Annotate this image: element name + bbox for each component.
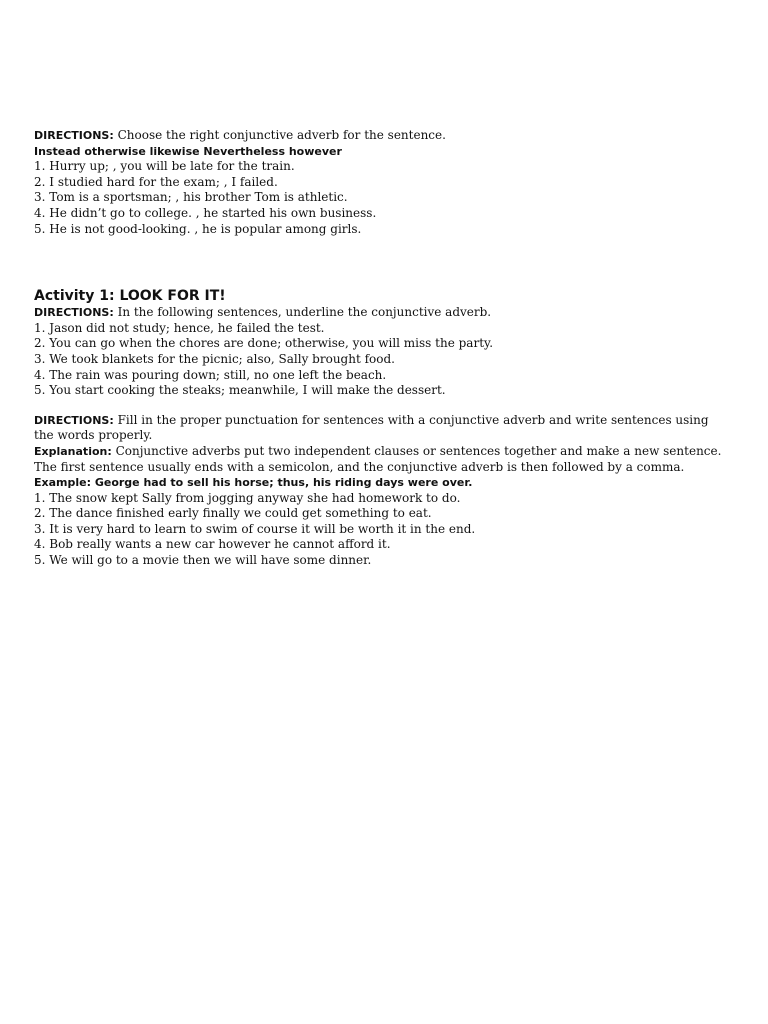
list-item: 2. I studied hard for the exam; , I failed. [34, 174, 278, 189]
list-item: 2. You can go when the chores are done; otherwise, you will miss the party. [34, 336, 494, 351]
section-punctuation [34, 413, 724, 569]
list-item: 4. The rain was pouring down; still, no one left the beach. [34, 367, 387, 382]
list-item: 5. You start cooking the steaks; meanwhile, I will make the dessert. [34, 383, 446, 398]
list-item: 5. We will go to a movie then we will have some dinner. [34, 553, 372, 568]
list-item: 3. It is very hard to learn to swim of course it will be worth it in the end. [34, 521, 476, 536]
list-item: 3. We took blankets for the picnic; also, Sally brought food. [34, 351, 395, 366]
list-item: 1. The snow kept Sally from jogging anyway she had homework to do. [34, 490, 461, 505]
directions-line [34, 305, 724, 321]
directions-label: DIRECTIONS: [34, 413, 114, 427]
list-item: 4. Bob really wants a new car however he cannot afford it. [34, 537, 391, 552]
directions-text: Fill in the proper punctuation for sentences with a conjunctive adverb and write sentences using the words properly. [34, 412, 709, 443]
explanation-label: Explanation: [34, 444, 112, 458]
section-choose-adverb [34, 128, 724, 237]
list-item: 5. He is not good-looking. , he is popular among girls. [34, 221, 362, 236]
directions-text: Choose the right conjunctive adverb for the sentence. [113, 128, 446, 142]
directions-text: In the following sentences, underline the conjunctive adverb. [113, 305, 492, 320]
worksheet-page [34, 128, 724, 569]
word-bank: Instead otherwise likewise Nevertheless however [34, 144, 342, 158]
example-line: Example: George had to sell his horse; thus, his riding days were over. [34, 476, 473, 490]
list-item: 1. Hurry up; , you will be late for the train. [34, 159, 295, 174]
directions-line [34, 413, 724, 444]
explanation-paragraph [34, 444, 724, 475]
activity-title: Activity 1: LOOK FOR IT! [34, 288, 226, 305]
directions-label: DIRECTIONS: [34, 306, 114, 320]
explanation-text: Conjunctive adverbs put two independent clauses or sentences together and make a new sentence. The first sentence usually ends with a semicolon, and the conjunctive adverb is then followed by a comma. [34, 443, 722, 474]
list-item: 4. He didn’t go to college. , he started his own business. [34, 205, 377, 220]
list-item: 3. Tom is a sportsman; , his brother Tom is athletic. [34, 190, 348, 205]
list-item: 1. Jason did not study; hence, he failed the test. [34, 320, 325, 335]
directions-line [34, 128, 724, 144]
list-item: 2. The dance finished early finally we could get something to eat. [34, 506, 432, 521]
directions-label: DIRECTIONS: [34, 129, 114, 142]
section-activity-1 [34, 287, 724, 399]
